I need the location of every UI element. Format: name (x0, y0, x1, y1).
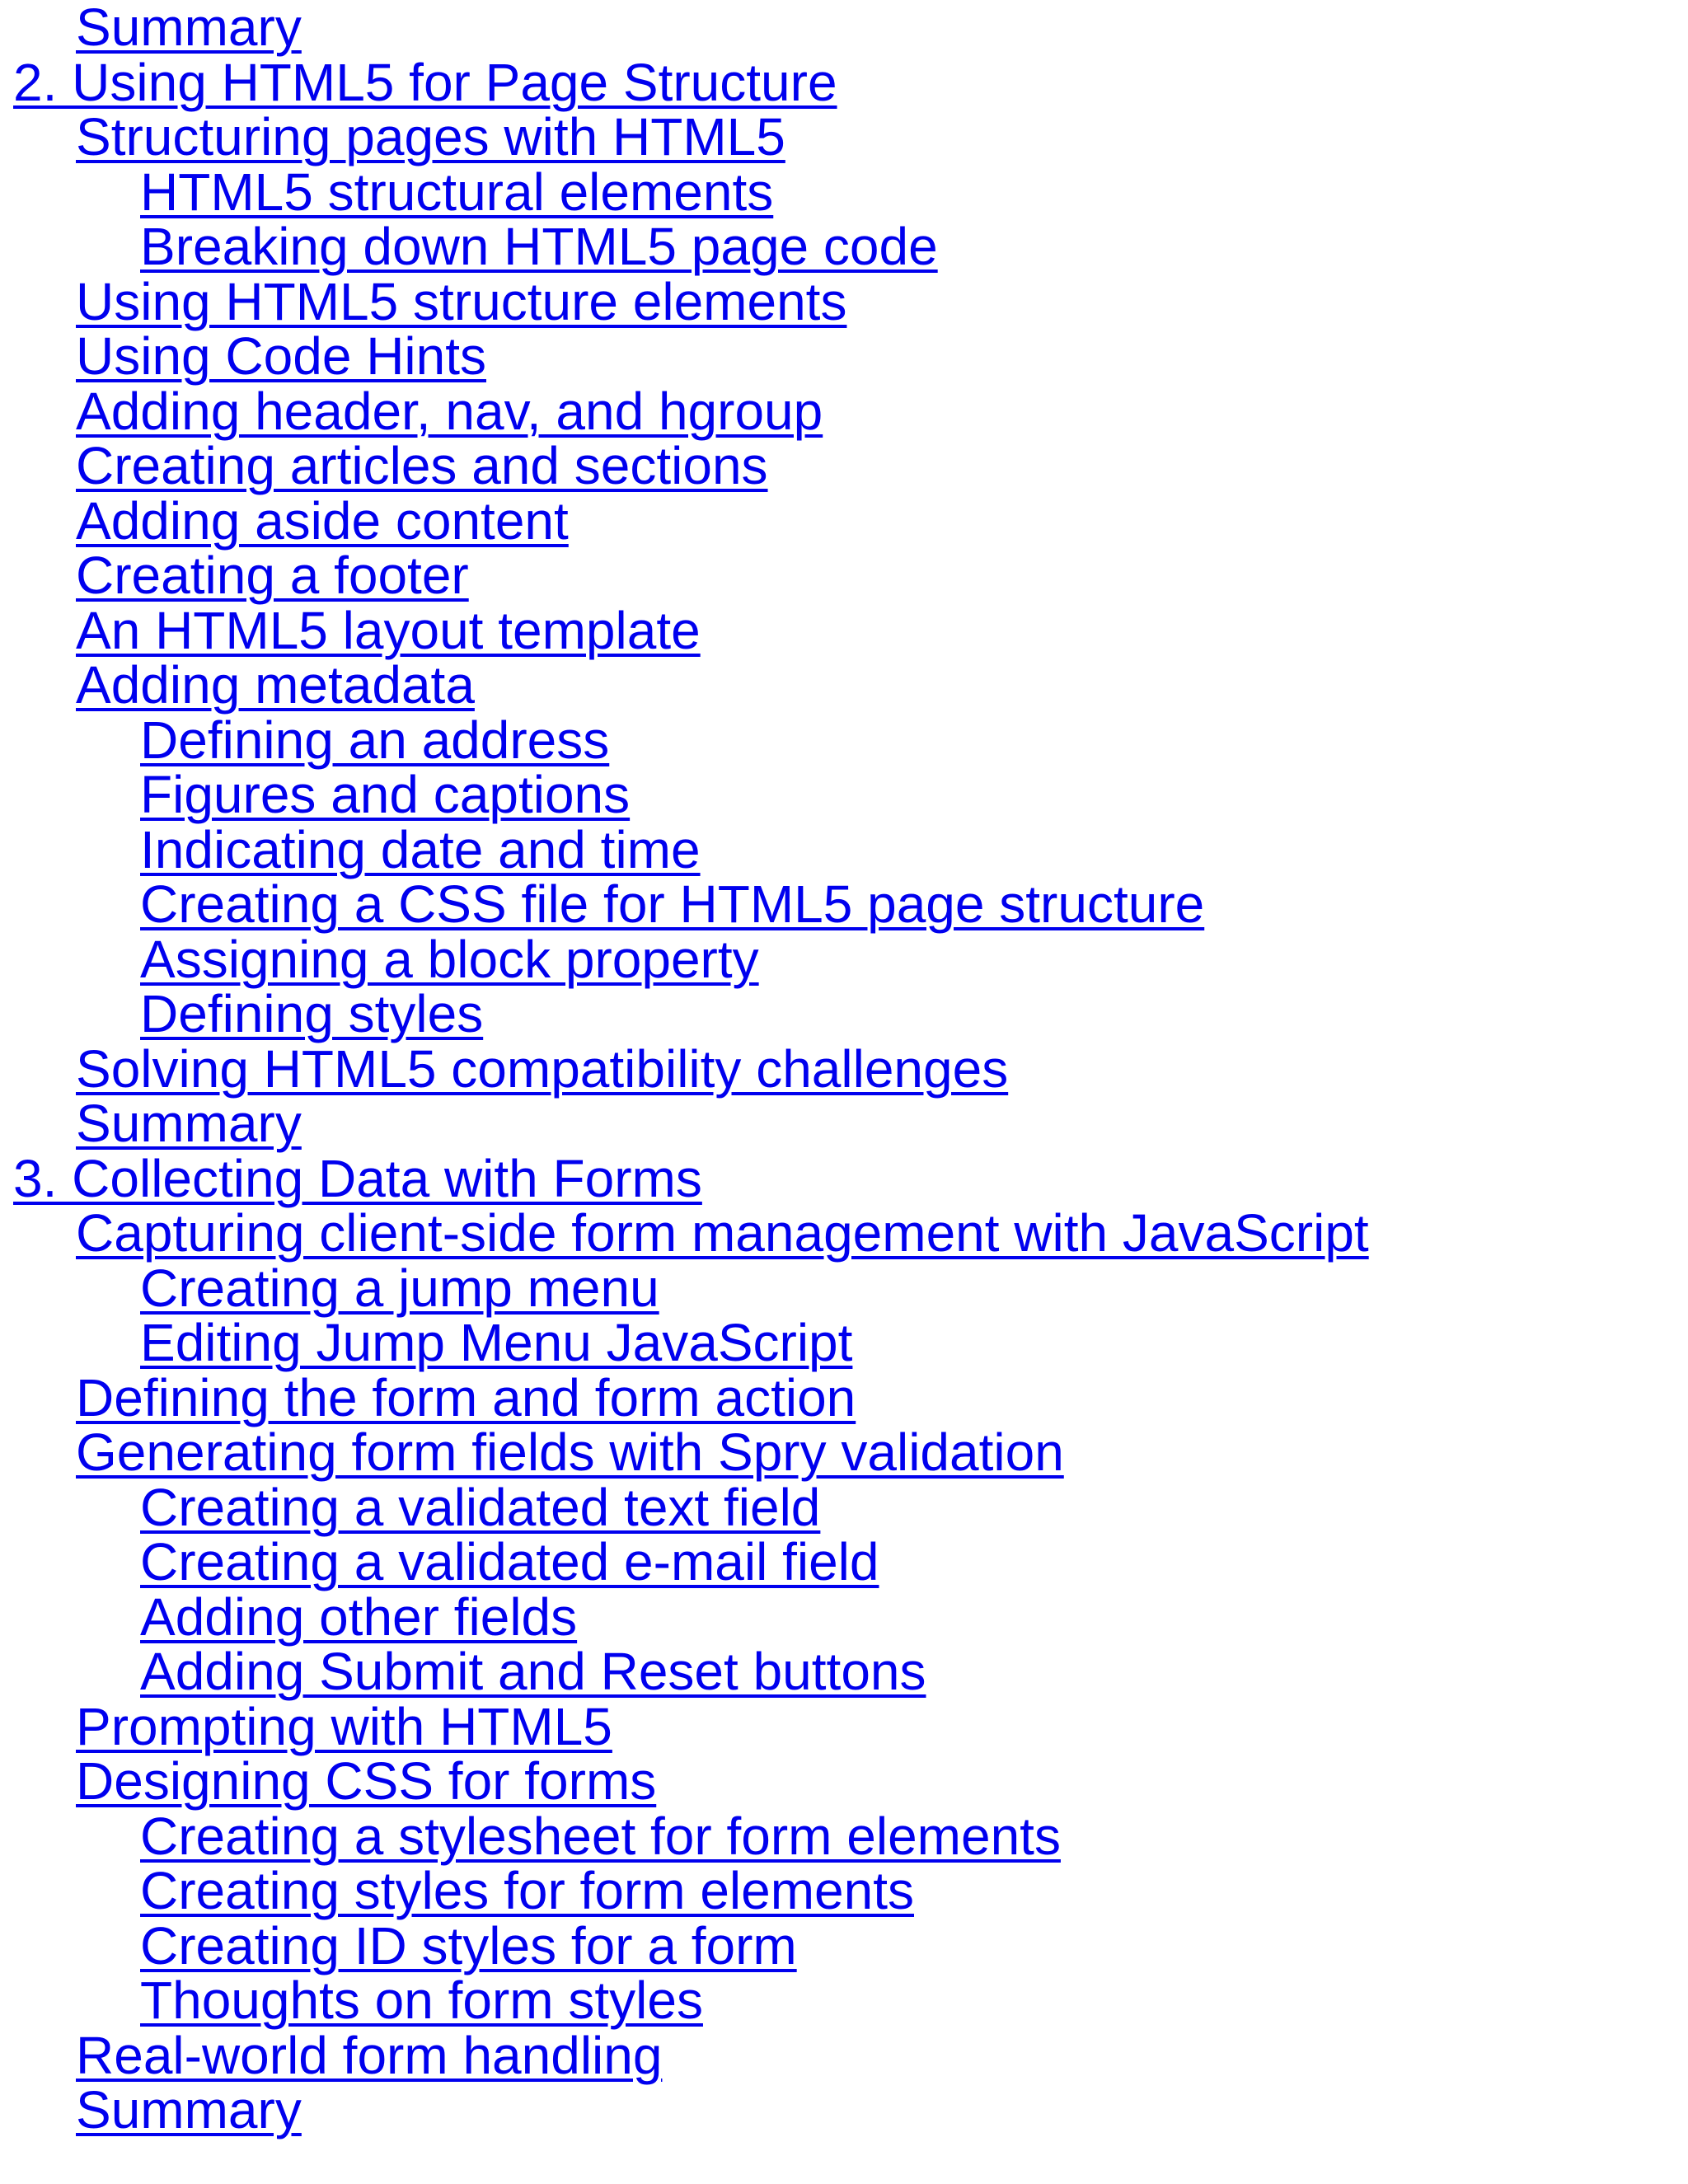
toc-section-link[interactable]: Adding aside content (76, 490, 569, 551)
toc-section-link[interactable]: Adding header, nav, and hgroup (76, 381, 823, 441)
toc-section-link[interactable]: Using HTML5 structure elements (76, 271, 847, 331)
toc-section-link[interactable]: Using Code Hints (76, 326, 486, 386)
toc-section-link[interactable]: Summary (76, 2080, 302, 2139)
toc-section-link[interactable]: Assigning a block property (140, 929, 759, 989)
toc-section-link[interactable]: Thoughts on form styles (140, 1971, 703, 2030)
toc-section-link[interactable]: Indicating date and time (140, 819, 701, 879)
toc-section-link[interactable]: Creating articles and sections (76, 436, 768, 495)
toc-section-link[interactable]: Creating a validated text field (140, 1477, 821, 1537)
toc-section-link[interactable]: Designing CSS for forms (76, 1751, 657, 1811)
toc-section-link[interactable]: HTML5 structural elements (140, 162, 774, 222)
toc-section-link[interactable]: Summary (76, 0, 302, 57)
toc-section-link[interactable]: Adding other fields (140, 1586, 578, 1647)
toc-section-link[interactable]: Figures and captions (140, 765, 631, 824)
toc-section-link[interactable]: Creating a footer (76, 546, 469, 605)
toc-section-link[interactable]: Capturing client-side form management with JavaScript (76, 1203, 1369, 1263)
toc-section-link[interactable]: Creating styles for form elements (140, 1861, 914, 1920)
toc-section-link[interactable]: Creating a stylesheet for form elements (140, 1806, 1061, 1866)
toc-section-link[interactable]: Breaking down HTML5 page code (140, 217, 938, 276)
toc-section-link[interactable]: Prompting with HTML5 (76, 1696, 612, 1756)
toc-section-link[interactable]: Defining an address (140, 710, 610, 770)
toc-section-link[interactable]: Structuring pages with HTML5 (76, 107, 785, 166)
toc-section-link[interactable]: Editing Jump Menu JavaScript (140, 1313, 853, 1372)
toc-section-link[interactable]: Summary (76, 1094, 302, 1153)
toc-section-link[interactable]: Creating a jump menu (140, 1258, 659, 1318)
toc-section-link[interactable]: Generating form fields with Spry validation (76, 1422, 1064, 1482)
toc-chapter-link[interactable]: 3. Collecting Data with Forms (13, 1148, 702, 1208)
toc-section-link[interactable]: Real-world form handling (76, 2025, 663, 2085)
toc-section-link[interactable]: Defining styles (140, 984, 484, 1043)
toc-chapter-link[interactable]: 2. Using HTML5 for Page Structure (13, 52, 837, 112)
toc-section-link[interactable]: Creating ID styles for a form (140, 1915, 797, 1975)
toc-section-link[interactable]: Creating a validated e-mail field (140, 1532, 879, 1591)
toc-section-link[interactable]: Adding Submit and Reset buttons (140, 1642, 926, 1701)
toc-section-link[interactable]: An HTML5 layout template (76, 600, 701, 660)
toc-section-link[interactable]: Adding metadata (76, 655, 475, 715)
toc-section-link[interactable]: Solving HTML5 compatibility challenges (76, 1038, 1009, 1099)
toc-section-link[interactable]: Creating a CSS file for HTML5 page structure (140, 874, 1205, 934)
toc-section-link[interactable]: Defining the form and form action (76, 1367, 856, 1427)
